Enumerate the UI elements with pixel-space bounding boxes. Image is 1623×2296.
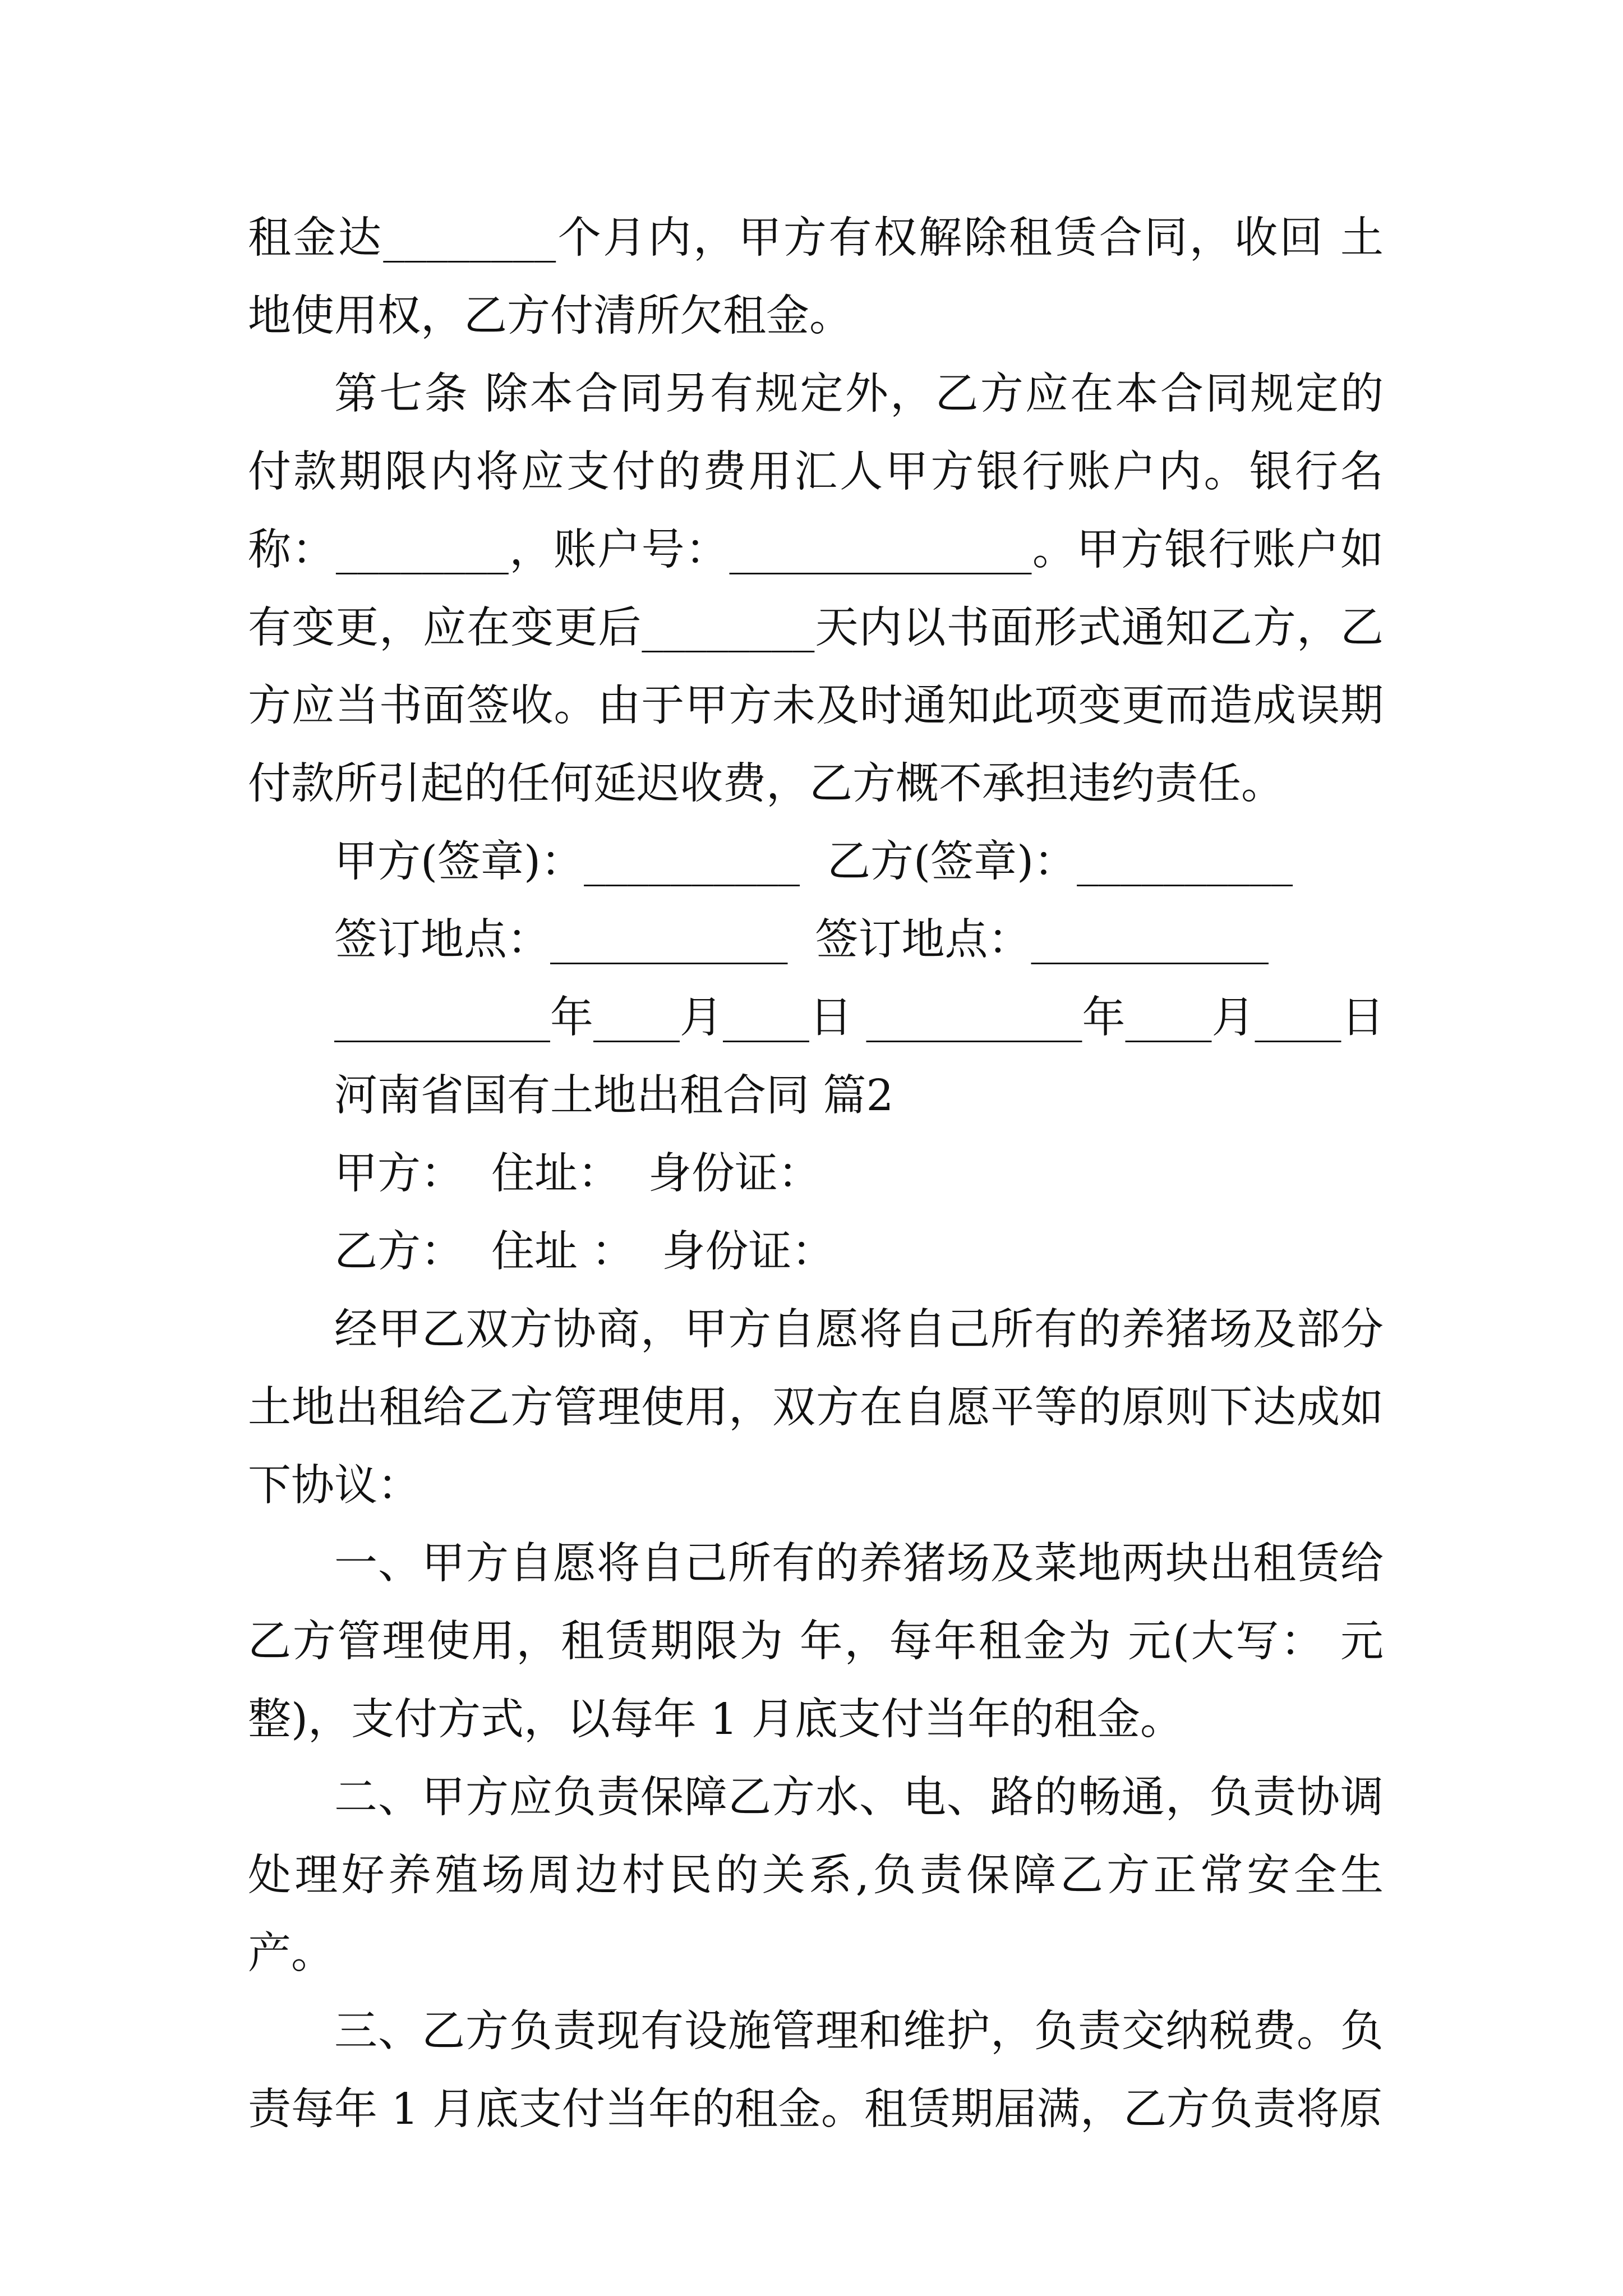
- paragraph-clause-one: 一、甲方自愿将自己所有的养猪场及菜地两块出租赁给乙方管理使用，租赁期限为 年，每年租金为 元(大写： 元整)，支付方式，以每年 1 月底支付当年的租金。: [248, 1539, 1384, 1745]
- paragraph-clause-two: 二、甲方应负责保障乙方水、电、路的畅通，负责协调处理好养殖场周边村民的关系,负责保障乙方正常安全生产。: [248, 1773, 1384, 1978]
- document-body: [248, 199, 1384, 2148]
- paragraph-agreement-intro: 经甲乙双方协商，甲方自愿将自己所有的养猪场及部分土地出租给乙方管理使用，双方在自愿平等的原则下达成如下协议：: [248, 1305, 1384, 1511]
- paragraph-clause-three: 三、乙方负责现有设施管理和维护，负责交纳税费。负责每年 1 月底支付当年的租金。租赁期届满，乙方负责将原: [248, 2007, 1384, 2134]
- signature-row-location: 签订地点：___________ 签订地点：___________: [334, 915, 1269, 965]
- signature-block: [248, 823, 1384, 1057]
- section-title: 河南省国有土地出租合同 篇2: [334, 1071, 894, 1121]
- party-row-b: 乙方： 住址 ： 身份证：: [334, 1227, 835, 1277]
- signature-row-date: __________年____月____日 __________年____月____日: [334, 993, 1385, 1043]
- section-heading-block: [248, 1057, 1384, 1291]
- signature-row-parties: 甲方(签章)：__________ 乙方(签章)：__________: [334, 837, 1293, 887]
- party-row-a: 甲方： 住址： 身份证：: [334, 1149, 821, 1199]
- paragraph-article-seven: 第七条 除本合同另有规定外，乙方应在本合同规定的付款期限内将应支付的费用汇人甲方银行账户内。银行名称：________，账户号：______________。甲方银行账户如有变更，应在变更后________天内以书面形式通知乙方，乙方应当书面签收。由于甲方未及时通知此项变更而造成误期付款所引起的任何延迟收费，乙方概不承担违约责任。: [248, 369, 1384, 809]
- paragraph-rent-termination: 租金达________个月内，甲方有权解除租赁合同，收回 土地使用权，乙方付清所欠租金。: [248, 213, 1384, 341]
